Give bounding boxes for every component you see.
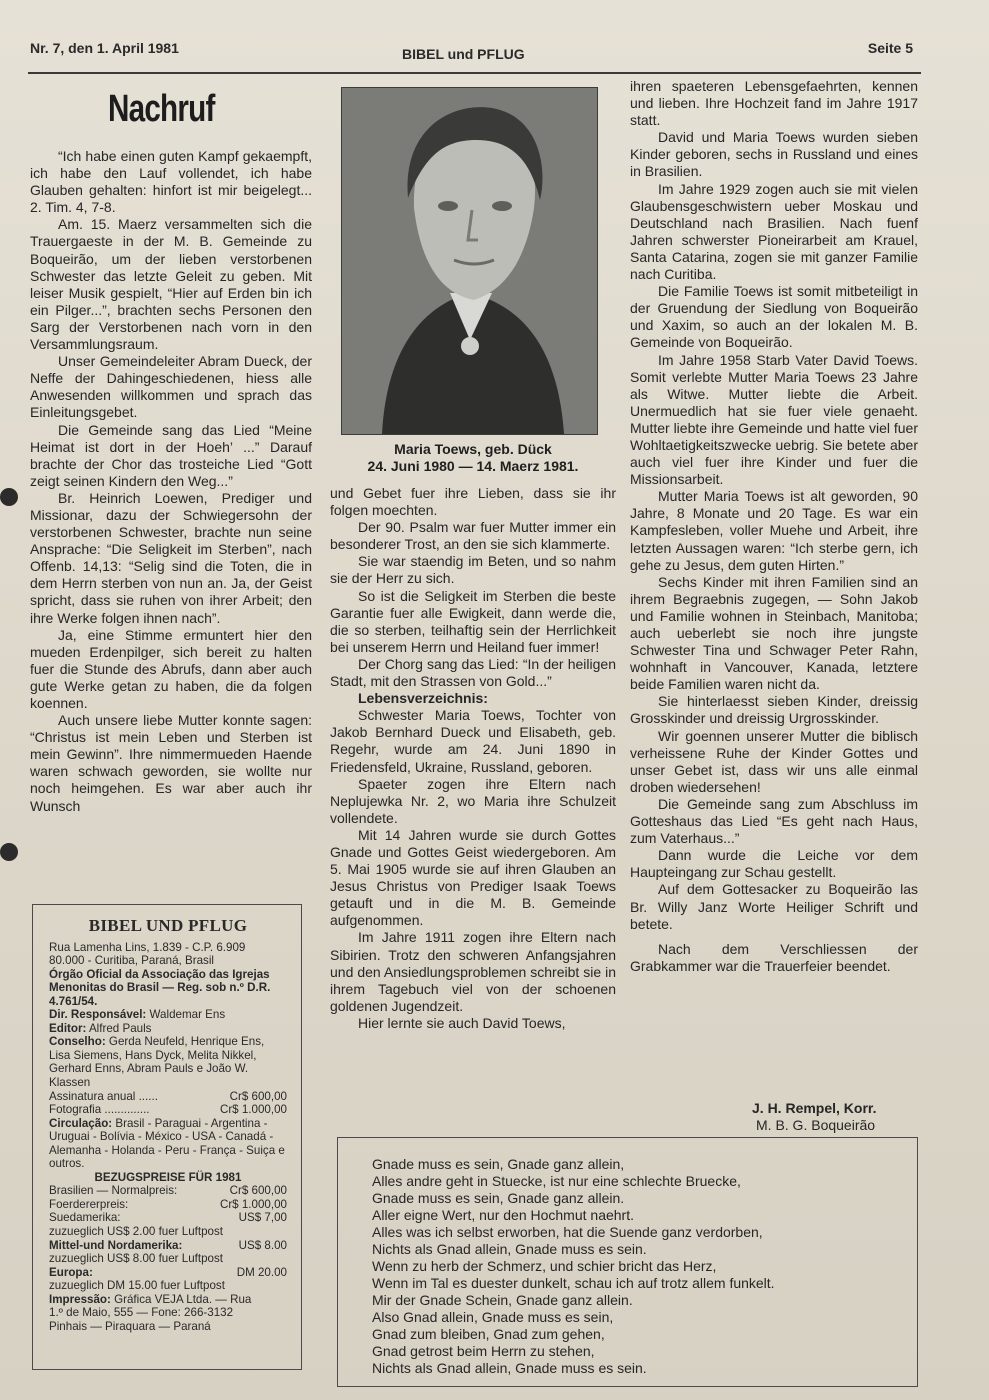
paragraph: Im Jahre 1958 Starb Vater David Toews. Somit verlebte Mutter Maria Toews 23 Jahre als Witwe. Mutter liebte die Arbeit. Unermuedlich hat sie fuer viele genaeht. Mutter liebte ihre Gemeinde und hatte viel fuer Wohltaetigkeitszwecke uebrig. Sie betete aber auch viel fuer ihre Kinder und fuer die Missionsarbeit. xyxy=(630,351,918,488)
paragraph: Sie war staendig im Beten, und so nahm sie der Herr zu sich. xyxy=(330,553,616,587)
binder-hole xyxy=(0,488,18,506)
imprint-value: 1.º de Maio, 555 — Fone: 266-3132 xyxy=(49,1306,234,1320)
imprint-price: Cr$ 600,00 xyxy=(229,1089,287,1103)
header-rule xyxy=(28,72,921,74)
paragraph: Hier lernte sie auch David Toews, xyxy=(358,1014,566,1031)
portrait-illustration xyxy=(342,88,597,434)
issue-date: Nr. 7, den 1. April 1981 xyxy=(30,40,179,56)
poem-line: Aller eigne Wert, nur den Hochmut naehrt. xyxy=(372,1207,634,1223)
imprint-label: Mittel-und Nordamerika: xyxy=(49,1238,183,1252)
poem-line: Gnade muss es sein, Gnade ganz allein. xyxy=(372,1190,625,1206)
publication-name: BIBEL und PFLUG xyxy=(402,46,525,62)
imprint-value: Waldemar Ens xyxy=(149,1008,226,1022)
poem-line: Wenn im Tal es duester dunkelt, schau ich auf trotz allem funkelt. xyxy=(372,1275,775,1291)
imprint-value: Brasil - Paraguai - Argentina - Uruguai - Bolívia - México - USA - Canadá - Alemanha - Holanda - Peru - França - Suiça e outros. xyxy=(49,1116,285,1171)
imprint-price: Cr$ 1.000,00 xyxy=(219,1103,287,1117)
imprint-label: Fotografia .............. xyxy=(49,1103,150,1117)
section-heading: Lebensverzeichnis: xyxy=(358,690,488,707)
paragraph: Dann wurde die Leiche vor dem Haupteingang zur Schau gestellt. xyxy=(630,847,918,881)
paragraph: Sie hinterlaesst sieben Kinder, dreissig Grosskinder und dreissig Urgrosskinder. xyxy=(630,693,918,727)
paragraph: Die Familie Toews ist somit mitbeteiligt in der Gruendung der Siedlung von Boqueirão und Xaxim, so auch an der lokalen M. B. Gemeinde von Boqueirão. xyxy=(630,283,918,351)
article-column-middle xyxy=(330,485,616,1032)
paragraph: Der 90. Psalm war fuer Mutter immer ein besonderer Trost, an den sie sich klammerte. xyxy=(330,519,616,553)
imprint-label: Assinatura anual ...... xyxy=(49,1089,158,1103)
paragraph: Im Jahre 1929 zogen auch sie mit vielen Glaubensgeschwistern ueber Moskau und Deutschland nach Brasilien. Nach fuenf Jahren schwerster Pioneirarbeit am Krauel, Santa Catarina, zogen sie mit ganzer Familie nach Curitiba. xyxy=(630,180,918,283)
article-column-right xyxy=(630,78,918,975)
author-location: M. B. G. Boqueirão xyxy=(756,1117,876,1133)
imprint-value: Alfred Pauls xyxy=(88,1021,152,1035)
poem-line: Gnad getrost beim Herrn zu stehen, xyxy=(372,1343,595,1359)
poem-line: Nichts als Gnad allein, Gnade muss es sein. xyxy=(372,1360,647,1376)
imprint-label: Dir. Responsável: xyxy=(49,1008,147,1022)
poem-line: Alles was ich selbst erworben, hat die Suende ganz verdorben, xyxy=(372,1224,763,1240)
paragraph: Mutter Maria Toews ist alt geworden, 90 Jahre, 8 Monate und 20 Tage. Es war ein Kampfesleben, voller Muehe und Arbeit, ihre letzten Aussagen waren: “Ich sterbe gern, ich gehe zu Jesus, dem guten Hirten.” xyxy=(630,488,918,573)
paragraph: Die Gemeinde sang das Lied “Meine Heimat ist dort in der Hoeh’ ...” Darauf brachte der Chor das trosteiche Lied “Gott zeigt seinen Kindern den Weg...” xyxy=(30,421,312,489)
paragraph: Mit 14 Jahren wurde sie durch Gottes Gnade und Gottes Geist wiedergeboren. Am 5. Mai 1905 wurde sie auf ihren Glauben an Jesus Christus von Prediger Isaak Toews getauft und in die M. B. Gemeinde aufgenommen. xyxy=(330,826,616,929)
imprint-label: Editor: xyxy=(49,1021,87,1035)
imprint-label: Impressão: xyxy=(49,1292,111,1306)
imprint-price: Cr$ 600,00 xyxy=(229,1184,287,1198)
imprint-price: US$ 8.00 xyxy=(238,1238,287,1252)
paragraph: “Ich habe einen guten Kampf gekaempft, ich habe den Lauf vollendet, ich habe Glauben gehalten: hinfort ist mir beigelegt... 2. Tim. 4, 7-8. xyxy=(30,148,312,216)
imprint-price: US$ 7,00 xyxy=(238,1211,287,1225)
poem-line: Mir der Gnade Schein, Gnade ganz allein. xyxy=(372,1292,633,1308)
imprint-label: Europa: xyxy=(49,1265,93,1279)
paragraph: Im Jahre 1911 zogen ihre Eltern nach Sibirien. Trotz den schweren Anfangsjahren und den Ansiedlungsproblemen schreibt sie in ihrem Tagebuch viel von der schoenen goldenen Jugendzeit. xyxy=(330,929,616,1014)
paragraph: Der Chorg sang das Lied: “In der heiligen Stadt, mit den Strassen von Gold...” xyxy=(330,655,616,690)
paragraph: Auf dem Gottesacker zu Boqueirão las Br. Willy Janz Worte Heiliger Schrift und betete. xyxy=(630,881,918,932)
poem-line: Alles andre geht in Stuecke, ist nur eine schlechte Bruecke, xyxy=(372,1173,741,1189)
imprint-value: Gerda Neufeld, Henrique Ens, Lisa Siemens, Hans Dyck, Melita Nikkel, Gerhard Enns, Abram Pauls e João W. Klassen xyxy=(49,1035,265,1090)
paragraph: Spaeter zogen ihre Eltern nach Neplujewka Nr. 2, wo Maria ihre Schulzeit vollendete. xyxy=(330,775,616,826)
paragraph: Unser Gemeindeleiter Abram Dueck, der Neffe der Dahingeschiedenen, hiess alle Anwesenden willkommen und sprach das Einleitungsgebet. xyxy=(30,353,312,421)
paragraph: Wir goennen unserer Mutter die biblisch verheissene Ruhe der Kinder Gottes und unser Gebet ist, dass wir uns alle einmal droben wiedersehen! xyxy=(630,727,918,795)
prices-heading: BEZUGSPREISE FÜR 1981 xyxy=(94,1170,242,1184)
paragraph: Nach dem Verschliessen der Grabkammer war die Trauerfeier beendet. xyxy=(630,940,918,974)
imprint-organ: Órgão Oficial da Associação das Igrejas Menonitas do Brasil — Reg. sob n.º D.R. 4.761/54. xyxy=(49,967,271,1008)
imprint-price: DM 20.00 xyxy=(236,1265,287,1279)
poem-line: Wenn zu herb der Schmerz, und schier bricht das Herz, xyxy=(372,1258,717,1274)
paragraph: Die Gemeinde sang zum Abschluss im Gotteshaus das Lied “Es geht nach Haus, zum Vaterhaus...” xyxy=(630,795,918,847)
paragraph: David und Maria Toews wurden sieben Kinder geboren, sechs in Russland und eines in Brasilien. xyxy=(630,129,918,180)
article-title: Nachruf xyxy=(108,88,215,130)
portrait-photo xyxy=(341,87,598,435)
imprint-label: Foerdererpreis: xyxy=(49,1197,129,1211)
paragraph: ihren spaeteren Lebensgefaehrten, kennen und lieben. Ihre Hochzeit fand im Jahre 1917 statt. xyxy=(630,78,918,129)
imprint-airmail: zuzueglich US$ 8.00 fuer Luftpost xyxy=(49,1252,224,1266)
caption-dates: 24. Juni 1980 — 14. Maerz 1981. xyxy=(367,458,579,474)
poem-line: Also Gnad allein, Gnade muss es sein, xyxy=(372,1309,614,1325)
poem-box xyxy=(337,1137,918,1387)
imprint-address: 80.000 - Curitiba, Paraná, Brasil xyxy=(49,954,214,968)
imprint-label: Conselho: xyxy=(49,1035,106,1049)
page-number: Seite 5 xyxy=(867,40,913,56)
imprint-address: Rua Lamenha Lins, 1.839 - C.P. 6.909 xyxy=(49,940,246,954)
imprint-price: Cr$ 1.000,00 xyxy=(219,1197,287,1211)
photo-caption xyxy=(330,441,616,475)
article-column-left xyxy=(30,148,312,815)
imprint-label: Circulação: xyxy=(49,1116,113,1130)
paragraph: Sechs Kinder mit ihren Familien sind an ihrem Begraebnis zugegen, — Sohn Jakob und Familie wohnen in Steinbach, Manitoba; auch ueberlebt sie noch ihre jungste Schwester Tina und Schwager Peter Rahn, wohnhaft in Vancouver, Kanada, letztere beide Familien waren nicht da. xyxy=(630,573,918,693)
imprint-airmail: zuzueglich DM 15.00 fuer Luftpost xyxy=(49,1279,225,1293)
paragraph: Ja, eine Stimme ermuntert hier den mueden Erdenpilger, sich bereit zu halten fuer die Stunde des Abrufs, dann aber auch gute Werke getan zu haben, die da folgen koennen. xyxy=(30,626,312,711)
paragraph: Auch unsere liebe Mutter konnte sagen: “Christus ist mein Leben und Sterben ist mein Gewinn”. Ihre nimmermueden Haende waren schwach geworden, sie wollte nur noch heimgehen. Es war aber auch ihr Wunsch xyxy=(30,712,312,814)
imprint-airmail: zuzueglich US$ 2.00 fuer Luftpost xyxy=(49,1225,224,1239)
imprint-label: Brasilien — Normalpreis: xyxy=(49,1184,178,1198)
poem-line: Gnad zum bleiben, Gnad zum gehen, xyxy=(372,1326,605,1342)
paragraph: Schwester Maria Toews, Tochter von Jakob Bernhard Dueck und Elisabeth, geb. Regehr, wurde am 24. Juni 1890 in Friedensfeld, Ukraine, Russland, geboren. xyxy=(330,707,616,775)
author-signature: J. H. Rempel, Korr. xyxy=(752,1100,877,1116)
paragraph: und Gebet fuer ihre Lieben, dass sie ihr folgen moechten. xyxy=(330,485,616,519)
paragraph: So ist die Seligkeit im Sterben die beste Garantie fuer alle Ewigkeit, dann werde die, die so sterben, teilhaftig sein der Herrlichkeit bei unserem Herrn und Heiland fuer immer! xyxy=(330,587,616,655)
imprint-label: Suedamerika: xyxy=(49,1211,121,1225)
paragraph: Br. Heinrich Loewen, Prediger und Missionar, dazu der Schwiegersohn der verstorbenen Schwester, brachte nun seine Ansprache: “Die Seligkeit im Sterben”, nach Offenb. 14,13: “Selig sind die Toten, die in dem Herrn sterben von nun an. Ja, der Geist spricht, dass sie ruhen von ihrer Arbeit; den ihre Werke folgen ihnen nach”. xyxy=(30,489,312,626)
binder-hole xyxy=(0,843,18,861)
poem-line: Gnade muss es sein, Gnade ganz allein, xyxy=(372,1156,625,1172)
imprint-title: BIBEL UND PFLUG xyxy=(88,916,248,935)
imprint-value: Pinhais — Piraquara — Paraná xyxy=(49,1319,211,1333)
paragraph: Am. 15. Maerz versammelten sich die Trauergaeste in der M. B. Gemeinde zu Boqueirão, um der lieben verstorbenen Schwester das letzte Geleit zu geben. Mit leiser Musik gespielt, “Hier auf Erden bin ich ein Pilger...”, brachten sechs Personen den Sarg der Verstorbenen nach vorn in den Versammlungsraum. xyxy=(30,216,312,353)
imprint-value: Gráfica VEJA Ltda. — Rua xyxy=(114,1292,252,1306)
poem-line: Nichts als Gnad allein, Gnade muss es sein. xyxy=(372,1241,647,1257)
caption-name: Maria Toews, geb. Dück xyxy=(394,441,552,457)
imprint-box xyxy=(32,904,302,1370)
